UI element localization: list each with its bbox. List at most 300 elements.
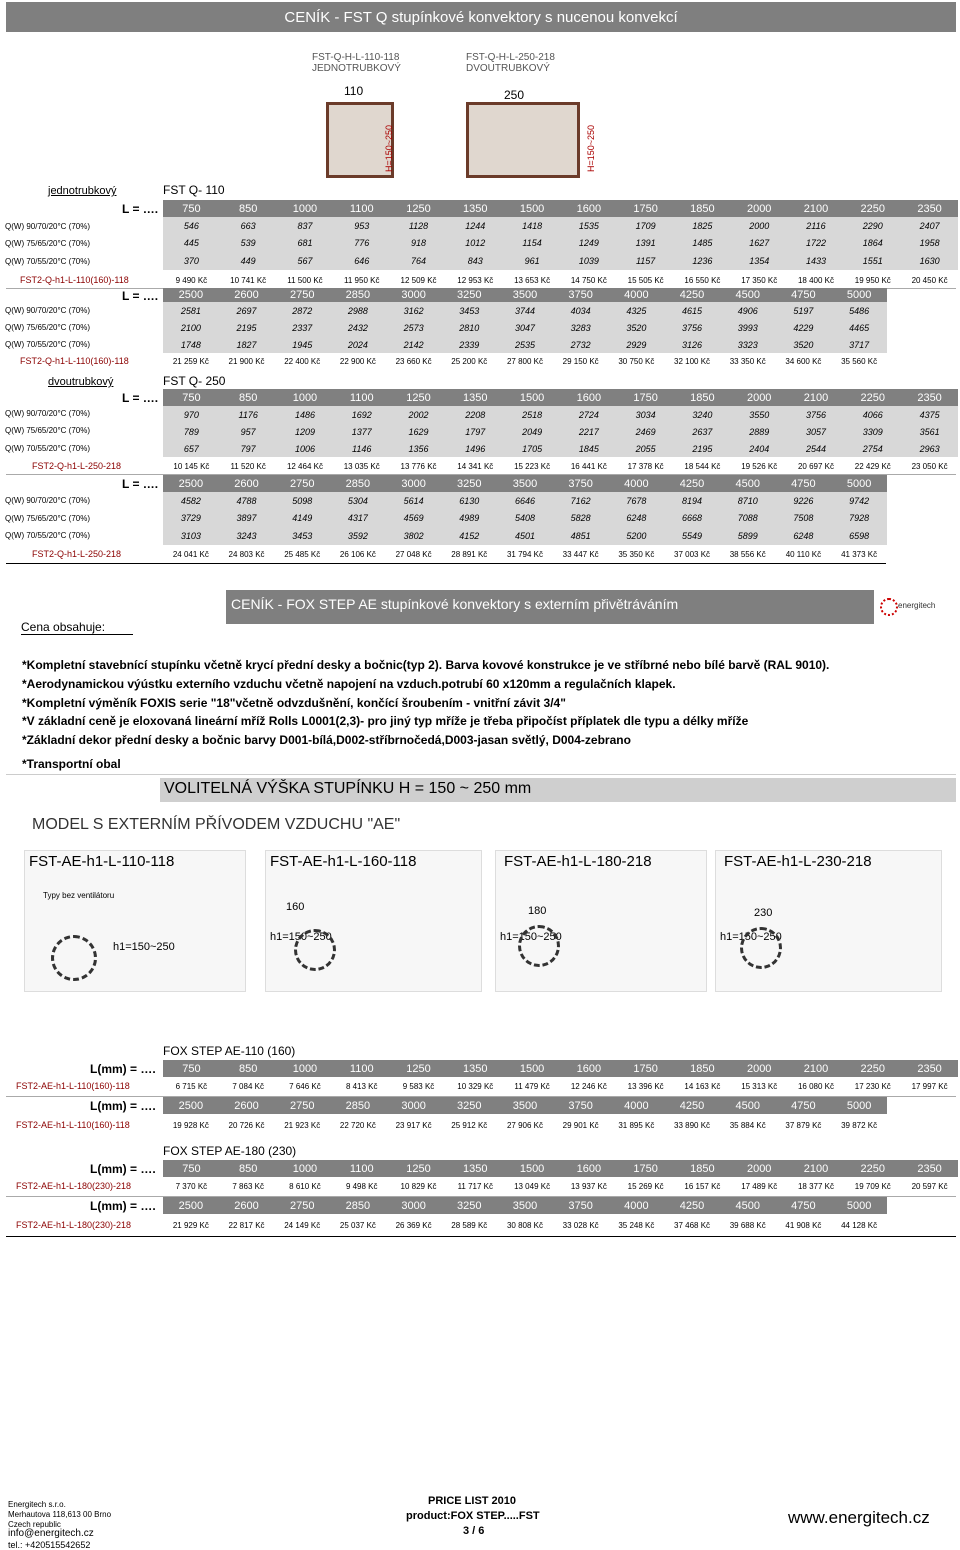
table-cell: 1750 [617,1160,674,1177]
table-cell: 1100 [333,389,390,406]
table-cell: 2100 [788,1160,845,1177]
table-cell: 25 200 Kč [441,353,497,369]
table-cell: 750 [163,389,220,406]
table-cell: 4034 [553,302,609,319]
heat-output-table [163,217,958,270]
table-cell: 33 890 Kč [664,1116,720,1135]
table-cell: 1157 [617,252,674,270]
section-underline [6,563,886,564]
table-cell: 4229 [776,319,832,336]
table-cell: 4066 [844,406,901,423]
row-label: Q(W) 75/65/20°C (70%) [5,514,91,523]
inclusion-item: *Kompletní výměník FOXIS serie "18"včetně odvzdušnění, končící šroubením - vnitřní závit 3/4" [22,696,566,710]
table-cell: 25 912 Kč [441,1116,497,1135]
table-cell: 18 377 Kč [788,1177,845,1196]
table-cell: 18 544 Kč [674,458,731,474]
table-cell: 11 479 Kč [504,1077,561,1096]
table-cell: 1850 [674,389,731,406]
table-cell: 15 313 Kč [731,1077,788,1096]
table-cell: 4750 [776,1097,832,1114]
model-code: FST2-Q-h1-L-110(160)-118 [20,356,129,366]
table-cell: 16 441 Kč [560,458,617,474]
table-cell: 19 526 Kč [731,458,788,474]
table-cell: 13 049 Kč [504,1177,561,1196]
table-cell: 20 450 Kč [901,272,958,288]
table-cell: 2535 [497,336,553,353]
table-cell: 2100 [788,1060,845,1077]
table-cell: 5098 [274,492,330,510]
table-cell: 1356 [390,440,447,457]
table-cell: 27 800 Kč [497,353,553,369]
table-cell: 2000 [731,1060,788,1077]
table-cell: 8710 [720,492,776,510]
table-cell: 7162 [553,492,609,510]
table-cell: 1012 [447,235,504,253]
length-header-row [163,1197,887,1214]
table-cell: 2350 [901,389,958,406]
table-cell: 2850 [330,288,386,302]
table-cell: 7678 [609,492,665,510]
table-cell: 9226 [776,492,832,510]
fan-icon [518,925,560,967]
table-cell: 2889 [731,423,788,440]
table-cell: 3750 [553,475,609,492]
table-cell: 4750 [776,475,832,492]
table-cell: 23 660 Kč [386,353,442,369]
table-cell: 2500 [163,288,219,302]
table-cell: 4750 [776,288,832,302]
table-cell: 3750 [553,1097,609,1114]
table-cell: 24 149 Kč [274,1216,330,1235]
table-cell: 31 895 Kč [609,1116,665,1135]
diagram-width: 250 [504,88,525,102]
table-cell: 4569 [386,510,442,528]
table-cell: 1391 [617,235,674,253]
table-cell: 17 997 Kč [901,1077,958,1096]
table-cell: 1209 [277,423,334,440]
table-cell: 1535 [560,217,617,235]
table-cell: 35 884 Kč [720,1116,776,1135]
table-cell: 4500 [720,288,776,302]
table-cell: 1350 [447,1060,504,1077]
table-cell: 8 610 Kč [277,1177,334,1196]
length-header-row [163,1060,958,1077]
footer-phone: tel.: +420515542652 [8,1540,91,1550]
table-cell: 2100 [163,319,219,336]
table-cell: 3750 [553,1197,609,1214]
table-cell: 12 464 Kč [277,458,334,474]
table-cell: 3243 [219,527,275,545]
diagram-double-pipe [466,52,606,176]
table-cell: 19 928 Kč [163,1116,219,1135]
table-cell: 22 400 Kč [274,353,330,369]
table-cell: 1864 [844,235,901,253]
table-cell: 1600 [560,389,617,406]
table-cell: 1350 [447,389,504,406]
price-row [163,1216,887,1235]
table-cell: 2002 [390,406,447,423]
logo-text: energitech [898,601,936,610]
table-cell: 3756 [788,406,845,423]
table-cell: 2637 [674,423,731,440]
table-cell: 6646 [497,492,553,510]
table-cell: 3000 [386,475,442,492]
table-cell: 1006 [277,440,334,457]
table-cell: 39 688 Kč [720,1216,776,1235]
table-cell: 1825 [674,217,731,235]
table-cell: 2963 [901,440,958,457]
table-cell: 3250 [441,1197,497,1214]
table-cell: 1600 [560,200,617,217]
table-cell: 11 500 Kč [277,272,334,288]
table-cell: 2217 [560,423,617,440]
table-cell: 1850 [674,200,731,217]
table-cell: 30 808 Kč [497,1216,553,1235]
table-cell: 2350 [901,200,958,217]
table-cell: 6130 [441,492,497,510]
table-cell: 657 [163,440,220,457]
table-cell: 2100 [788,389,845,406]
table-cell: 5304 [330,492,386,510]
table-cell: 8 413 Kč [333,1077,390,1096]
table-cell: 16 550 Kč [674,272,731,288]
row-label: Q(W) 90/70/20°C (70%) [5,409,91,418]
table-cell: 750 [163,1160,220,1177]
table-cell: 2049 [504,423,561,440]
table-cell: 3034 [617,406,674,423]
table-cell: 4750 [776,1197,832,1214]
table-cell: 10 145 Kč [163,458,220,474]
table-cell: 37 003 Kč [664,545,720,563]
table-cell: 2339 [441,336,497,353]
table-cell: 2850 [330,1097,386,1114]
table-cell: 37 879 Kč [776,1116,832,1135]
table-cell: 1039 [560,252,617,270]
logo-icon [880,598,898,616]
row-label: Q(W) 70/55/20°C (70%) [5,340,91,349]
table-cell: 1722 [788,235,845,253]
table-cell: 750 [163,200,220,217]
table-cell: 4500 [720,1097,776,1114]
table-cell: 2988 [330,302,386,319]
row-label: Q(W) 75/65/20°C (70%) [5,426,91,435]
table-cell: 3126 [664,336,720,353]
fox-title: CENÍK - FOX STEP AE stupínkové konvektory s externím přivětráváním [231,596,679,612]
diagram-label: FST-Q-H-L-250-218 [466,52,555,63]
table-cell: 6598 [831,527,887,545]
table-cell: 41 373 Kč [831,545,887,563]
table-cell: 2600 [219,1197,275,1214]
table-cell: 3000 [386,1097,442,1114]
table-cell: 2581 [163,302,219,319]
table-cell: 2404 [731,440,788,457]
table-cell: 1551 [844,252,901,270]
table-cell: 2250 [844,389,901,406]
footer-email[interactable]: info@energitech.cz [8,1528,94,1539]
table-cell: 6668 [664,510,720,528]
table-cell: 1354 [731,252,788,270]
diagram-label: JEDNOTRUBKOVÝ [312,63,401,74]
table-cell: 10 329 Kč [447,1077,504,1096]
table-cell: 29 901 Kč [553,1116,609,1135]
table-cell: 12 953 Kč [447,272,504,288]
table-cell: 4500 [720,475,776,492]
table-cell: 4152 [441,527,497,545]
table-cell: 3729 [163,510,219,528]
table-cell: 35 248 Kč [609,1216,665,1235]
price-row [163,1077,958,1096]
table-cell: 5899 [720,527,776,545]
table-cell: 6248 [776,527,832,545]
model-code: FST2-Q-h1-L-110(160)-118 [20,275,129,285]
table-cell: 1000 [277,1160,334,1177]
table-cell: 3561 [901,423,958,440]
price-row [163,1116,887,1135]
table-cell: 2055 [617,440,674,457]
table-cell: 1250 [390,1060,447,1077]
footer-country: Czech republic [8,1520,61,1529]
table-cell: 34 600 Kč [776,353,832,369]
heat-output-table [163,492,887,545]
table-cell: 957 [220,423,277,440]
table-cell: 3756 [664,319,720,336]
table-cell: 4788 [219,492,275,510]
table-cell: 797 [220,440,277,457]
footer-address: Merhautova 118,613 00 Brno [8,1510,112,1519]
fan-icon [51,935,97,981]
table-cell: 27 906 Kč [497,1116,553,1135]
table-cell: 1250 [390,1160,447,1177]
model-code: FST2-Q-h1-L-250-218 [32,549,122,559]
table-cell: 370 [163,252,220,270]
table-cell: 3717 [831,336,887,353]
table-cell: 2250 [844,200,901,217]
table-cell: 26 369 Kč [386,1216,442,1235]
table-cell: 11 717 Kč [447,1177,504,1196]
table-cell: 12 509 Kč [390,272,447,288]
table-cell: 21 259 Kč [163,353,219,369]
table-cell: 1850 [674,1160,731,1177]
table-cell: 2000 [731,1160,788,1177]
table-cell: 4149 [274,510,330,528]
table-cell: 7 646 Kč [277,1077,334,1096]
model-code: FST2-Q-h1-L-250-218 [32,461,122,471]
table-cell: 7 863 Kč [220,1177,277,1196]
table-cell: 17 489 Kč [731,1177,788,1196]
table-cell: 16 157 Kč [674,1177,731,1196]
table-cell: 5000 [831,288,887,302]
table-cell: 4906 [720,302,776,319]
length-label: L = …. [122,202,159,216]
table-cell: 789 [163,423,220,440]
table-cell: 3592 [330,527,386,545]
table-cell: 2600 [219,288,275,302]
table-cell: 44 128 Kč [831,1216,887,1235]
table-cell: 843 [447,252,504,270]
length-header-row [163,288,887,302]
table-cell: 1945 [274,336,330,353]
table-cell: 764 [390,252,447,270]
table-cell: 1500 [504,1160,561,1177]
table-cell: 5486 [831,302,887,319]
group-label: dvoutrubkový [48,376,114,388]
model-title: MODEL S EXTERNÍM PŘÍVODEM VZDUCHU "AE" [32,816,401,833]
table-cell: 13 035 Kč [333,458,390,474]
table-cell: 663 [220,217,277,235]
table-cell: 15 505 Kč [617,272,674,288]
table-cell: 1236 [674,252,731,270]
table-cell: 3250 [441,1097,497,1114]
diagram-label: FST-Q-H-L-110-118 [312,52,400,63]
table-cell: 2850 [330,1197,386,1214]
table-cell: 4250 [664,475,720,492]
table-cell: 3520 [776,336,832,353]
table-cell: 5614 [386,492,442,510]
table-cell: 3453 [441,302,497,319]
inclusion-item: *Transportní obal [22,757,121,771]
table-cell: 1500 [504,1060,561,1077]
table-cell: 17 350 Kč [731,272,788,288]
diagram-height: H=150~250 [384,124,394,172]
table-cell: 850 [220,389,277,406]
footer-website[interactable]: www.energitech.cz [788,1508,930,1527]
table-cell: 2000 [731,389,788,406]
model-drawing-230: FST-AE-h1-L-230-218 230 h1=150~250 [715,850,942,992]
table-cell: 1827 [219,336,275,353]
table-cell: 27 048 Kč [386,545,442,563]
table-cell: 750 [163,1060,220,1077]
table-cell: 776 [333,235,390,253]
table-cell: 3500 [497,1097,553,1114]
table-cell: 2872 [274,302,330,319]
product-name: FST Q- 110 [163,183,225,197]
product-name: FST Q- 250 [163,374,226,388]
table-cell: 953 [333,217,390,235]
model-drawing-110: FST-AE-h1-L-110-118 Typy bez ventilátoru h1=150~250 [24,850,246,992]
table-cell: 2000 [731,217,788,235]
convector-illustration [466,102,580,178]
length-header-row [163,200,958,217]
table-cell: 2250 [844,1060,901,1077]
table-cell: 2750 [274,1197,330,1214]
table-cell: 22 720 Kč [330,1116,386,1135]
table-cell: 970 [163,406,220,423]
table-cell: 4250 [664,288,720,302]
footer-product: product:FOX STEP.....FST [406,1510,540,1522]
table-cell: 681 [277,235,334,253]
table-cell: 546 [163,217,220,235]
table-cell: 2850 [330,475,386,492]
table-cell: 25 037 Kč [330,1216,386,1235]
table-cell: 7508 [776,510,832,528]
table-cell: 2024 [330,336,386,353]
table-cell: 4000 [609,475,665,492]
table-cell: 4000 [609,1097,665,1114]
table-cell: 7088 [720,510,776,528]
table-cell: 10 741 Kč [220,272,277,288]
table-cell: 3744 [497,302,553,319]
table-cell: 23 917 Kč [386,1116,442,1135]
table-cell: 17 378 Kč [617,458,674,474]
table-cell: 2573 [386,319,442,336]
table-cell: 961 [504,252,561,270]
inclusion-item: *Základní dekor přední desky a bočnic barvy D001-bílá,D002-stříbrnočedá,D003-jasan světlý, D004-zebrano [22,733,631,747]
table-cell: 5000 [831,1097,887,1114]
table-cell: 4375 [901,406,958,423]
table-cell: 2337 [274,319,330,336]
table-cell: 37 468 Kč [664,1216,720,1235]
table-cell: 1146 [333,440,390,457]
table-cell: 4250 [664,1197,720,1214]
footer-company: Energitech s.r.o. [8,1500,66,1509]
table-cell: 1000 [277,200,334,217]
table-cell: 1629 [390,423,447,440]
table-cell: 2754 [844,440,901,457]
table-cell: 1750 [617,1060,674,1077]
table-cell: 3453 [274,527,330,545]
table-cell: 2100 [788,200,845,217]
length-header-row [163,475,887,492]
table-cell: 4465 [831,319,887,336]
table-cell: 14 341 Kč [447,458,504,474]
table-cell: 3162 [386,302,442,319]
diagram-label: DVOUTRUBKOVÝ [466,63,550,74]
table-cell: 1500 [504,389,561,406]
table-cell: 38 556 Kč [720,545,776,563]
table-cell: 1750 [617,200,674,217]
table-cell: 1797 [447,423,504,440]
table-cell: 1496 [447,440,504,457]
table-cell: 1418 [504,217,561,235]
length-label: L(mm) = …. [90,1162,156,1176]
table-cell: 1000 [277,1060,334,1077]
product-name: FOX STEP AE-180 (230) [163,1144,297,1158]
length-header-row [163,389,958,406]
table-cell: 2724 [560,406,617,423]
length-header-row [163,1097,887,1114]
model-code: FST2-AE-h1-L-180(230)-218 [16,1220,132,1230]
table-cell: 3520 [609,319,665,336]
length-label: L = …. [122,289,159,303]
table-cell: 1433 [788,252,845,270]
table-cell: 3250 [441,475,497,492]
table-cell: 3240 [674,406,731,423]
table-cell: 3000 [386,1197,442,1214]
inclusion-item: *V základní ceně je eloxovaná lineární mříž Rolls L0001(2,3)- pro jiný typ mříže je třeba připočíst příplatek dle typu a délky mříže [22,714,749,728]
table-cell: 850 [220,1160,277,1177]
table-cell: 33 028 Kč [553,1216,609,1235]
table-cell: 10 829 Kč [390,1177,447,1196]
table-cell: 1350 [447,1160,504,1177]
table-cell: 26 106 Kč [330,545,386,563]
table-cell: 2195 [674,440,731,457]
length-label: L(mm) = …. [90,1099,156,1113]
table-cell: 7 370 Kč [163,1177,220,1196]
table-cell: 4501 [497,527,553,545]
table-cell: 2290 [844,217,901,235]
length-label: L = …. [122,477,159,491]
table-cell: 4325 [609,302,665,319]
table-cell: 2697 [219,302,275,319]
table-cell: 3047 [497,319,553,336]
table-cell: 5408 [497,510,553,528]
table-cell: 15 269 Kč [617,1177,674,1196]
fan-icon [294,929,336,971]
row-label: Q(W) 90/70/20°C (70%) [5,496,91,505]
table-cell: 31 794 Kč [497,545,553,563]
table-cell: 1244 [447,217,504,235]
table-cell: 19 950 Kč [844,272,901,288]
